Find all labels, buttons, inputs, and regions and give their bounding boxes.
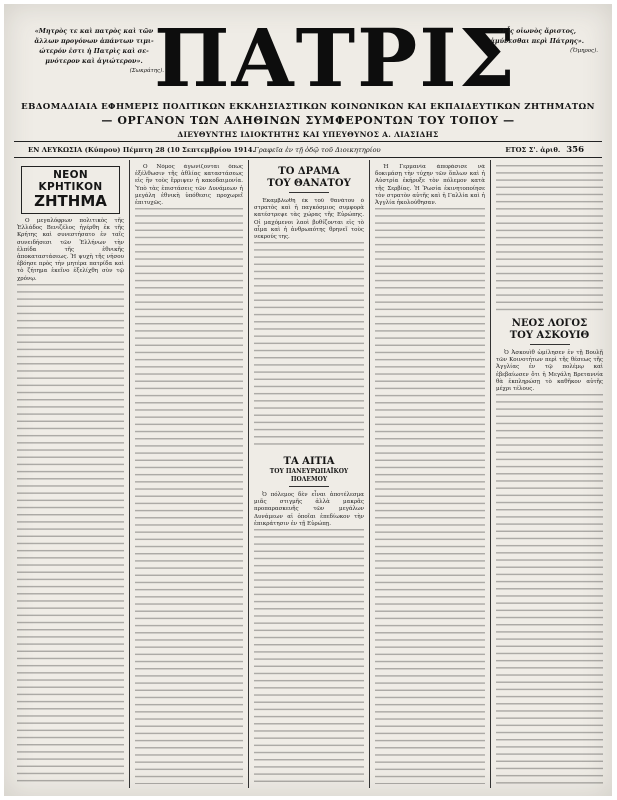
issue-date: ΕΝ ΛΕΥΚΩΣΙΑ (Κύπρου) Πέμπτη 28 (10 Σεπτεμβρίου 1914. <box>28 146 255 154</box>
article-body <box>375 164 485 784</box>
article-body <box>135 164 243 784</box>
issue-number: 356 <box>566 145 584 155</box>
motto-left-line: ἄλλων προγόνων ἁπάντων τιμι- <box>34 37 154 45</box>
newspaper-page <box>4 4 612 796</box>
article-heading-box <box>21 166 120 214</box>
column-5 <box>496 164 603 784</box>
column-divider <box>248 160 249 788</box>
article-paragraph: Ο Νόμος ἀγωνίζονται ὅπως ἐξέλθωσιν τῆς ἀθλίας καταστάσεως εἰς ἣν τοὺς ἔρριψεν ἡ κακοδαιμονία. Ὑπὸ τὰς ἐπιστάσεις τῶν Δυνάμεων ἡ μεγάλη ἐθνικὴ ὑπόθεσις προχωρεῖ ἐπιτυχῶς. <box>135 164 243 207</box>
column-divider <box>490 160 491 788</box>
motto-right-line: ἀμύνεσθαι περὶ Πάτρης». <box>490 37 584 45</box>
masthead-motto-left <box>24 26 164 76</box>
motto-left-line: «Μητρὸς τε καὶ πατρὸς καὶ τῶν <box>34 27 154 35</box>
issue-info <box>505 144 584 156</box>
subtitle-director: ΔΙΕΥΘΥΝΤΗΣ ΙΔΙΟΚΤΗΤΗΣ ΚΑΙ ΥΠΕΥΘΥΝΟΣ Α. ΛΙΑΣΙΔΗΣ <box>177 130 439 139</box>
column-4 <box>375 164 485 784</box>
article-heading-line: ΤΟΥ ΠΑΝΕΥΡΩΠΑΪΚΟΥ <box>269 468 349 475</box>
article-heading: ΖΗΤΗΜΑ <box>34 192 107 210</box>
heading-rule <box>530 344 570 345</box>
divider <box>14 157 602 158</box>
article-paragraph: Ἐκαμβλωθη ἐκ τοῦ θανάτου ὁ στρατὸς καὶ ἡ παγκόσμιος συμφορὰ κατέστρεψε τὰς χώρας τῆς Εὐρώπης. Οἱ μαχόμενοι λαοὶ βυθίζονται εἰς τὸ αἷμα καὶ ἡ ἀνθρωπότης θρηνεῖ τοὺς νεκρούς της. <box>254 198 364 241</box>
motto-left-source: (Σωκράτης). <box>129 68 164 74</box>
article-paragraph: Ο μεγαλόφρων πολιτικὸς τῆς Ἑλλάδος Βενιζέλος ἠγέρθη ἐκ τῆς Κρήτης καὶ συνεστήσατο ἐν ταῖς συνειδήσεσι τῶν Ἑλλήνων τὴν ἐλπίδα τῆς ἐθνικῆς ἀποκαταστάσεως. Ἡ ψυχὴ τῆς νήσου ἐβόησε πρὸς τὴν μητέρα πατρίδα καὶ τὸ ζήτημα ἐκεῖνο ἐξελίχθη σὺν τῷ χρόνῳ. <box>17 218 124 282</box>
motto-right-line: «Εἷς οἰωνὸς ἄριστος, <box>498 27 576 35</box>
heading-rule <box>289 192 329 193</box>
article-heading-line: ΤΟΥ ΑΣΚΟΥΙΘ <box>509 330 590 341</box>
column-divider <box>369 160 370 788</box>
article-body <box>254 198 364 448</box>
column-divider <box>129 160 130 788</box>
motto-left-line: ώτερόν ἐστι ἡ Πατρὶς καὶ σε- <box>39 47 149 55</box>
issue-year: ΕΤΟΣ Σ'. ἀριθ. <box>505 146 561 154</box>
article-paragraph: Ἡ Γερμανία ἀπεφάσισε νὰ δοκιμάσῃ τὴν τύχην τῶν ὅπλων καὶ ἡ Αὐστρία ἐκήρυξε τὸν πόλεμον κατὰ τῆς Σερβίας. Ἡ Ῥωσία ἐκινητοποίησε τὸν στρατὸν αὐτῆς καὶ ἡ Γαλλία καὶ ἡ Ἀγγλία ἠκολούθησαν. <box>375 164 485 207</box>
article-heading <box>496 318 603 345</box>
article-body <box>17 218 124 784</box>
divider <box>14 141 602 142</box>
article-heading-line: ΝΕΟΣ ΛΟΓΟΣ <box>511 318 588 329</box>
motto-left-line: μνότερον καὶ ἁγιώτερον». <box>45 57 143 65</box>
article-heading-line: ΤΑ ΑΙΤΙΑ <box>283 456 335 467</box>
article-heading-line: ΠΟΛΕΜΟΥ <box>290 476 328 483</box>
article-heading-line: ΤΟΥ ΘΑΝΑΤΟΥ <box>267 178 351 189</box>
article-body <box>496 164 603 312</box>
masthead-motto-right <box>476 26 598 56</box>
subtitle-weekly: ΕΒΔΟΜΑΔΙΑΙΑ ΕΦΗΜΕΡΙΣ ΠΟΛΙΤΙΚΩΝ ΕΚΚΛΗΣΙΑΣΤΙΚΩΝ ΚΟΙΝΩΝΙΚΩΝ ΚΑΙ ΕΚΠΑΙΔΕΥΤΙΚΩΝ ΖΗΤΗΜΑΤΩΝ <box>21 102 595 112</box>
article-heading-line: ΤΟ ΔΡΑΜΑ <box>278 166 340 177</box>
article-paragraph: Ὁ Ἀσκουὶθ ὡμίλησεν ἐν τῇ Βουλῇ τῶν Κοινοτήτων περὶ τῆς θέσεως τῆς Ἀγγλίας ἐν τῷ πολέμῳ καὶ ἐβεβαίωσεν ὅτι ἡ Μεγάλη Βρεταννία θὰ ἐκπληρώσῃ τὸ καθῆκον αὐτῆς μέχρι τέλους. <box>496 350 603 393</box>
article-body <box>496 350 603 784</box>
article-heading <box>254 456 364 487</box>
heading-rule <box>289 486 329 487</box>
column-2 <box>135 164 243 784</box>
column-3 <box>254 164 364 784</box>
column-1 <box>17 164 124 784</box>
subtitle-organ: — ΟΡΓΑΝΟΝ ΤΩΝ ΑΛΗΘΙΝΩΝ ΣΥΜΦΕΡΟΝΤΩΝ ΤΟΥ ΤΟΠΟΥ — <box>101 114 515 127</box>
office-note: Γραφεῖα ἐν τῇ ὁδῷ τοῦ Διοικητηρίου <box>254 146 381 154</box>
article-body <box>254 492 364 784</box>
article-paragraph: Ὁ πόλεμος δὲν εἶναι ἀποτέλεσμα μιᾶς στιγμῆς ἀλλὰ μακρᾶς προπαρασκευῆς τῶν μεγάλων Δυνάμεων αἱ ὁποῖαι ἐπεδίωκον τὴν ἐπικράτησιν ἐν τῇ Εὐρώπῃ. <box>254 492 364 527</box>
article-heading <box>254 166 364 193</box>
newspaper-title: ΠΑΤΡΙΣ <box>154 11 518 105</box>
motto-right-source: (Ὅμηρος). <box>570 48 598 54</box>
dateline <box>14 144 602 156</box>
article-heading: ΝΕΟΝ ΚΡΗΤΙΚΟΝ <box>38 169 103 193</box>
